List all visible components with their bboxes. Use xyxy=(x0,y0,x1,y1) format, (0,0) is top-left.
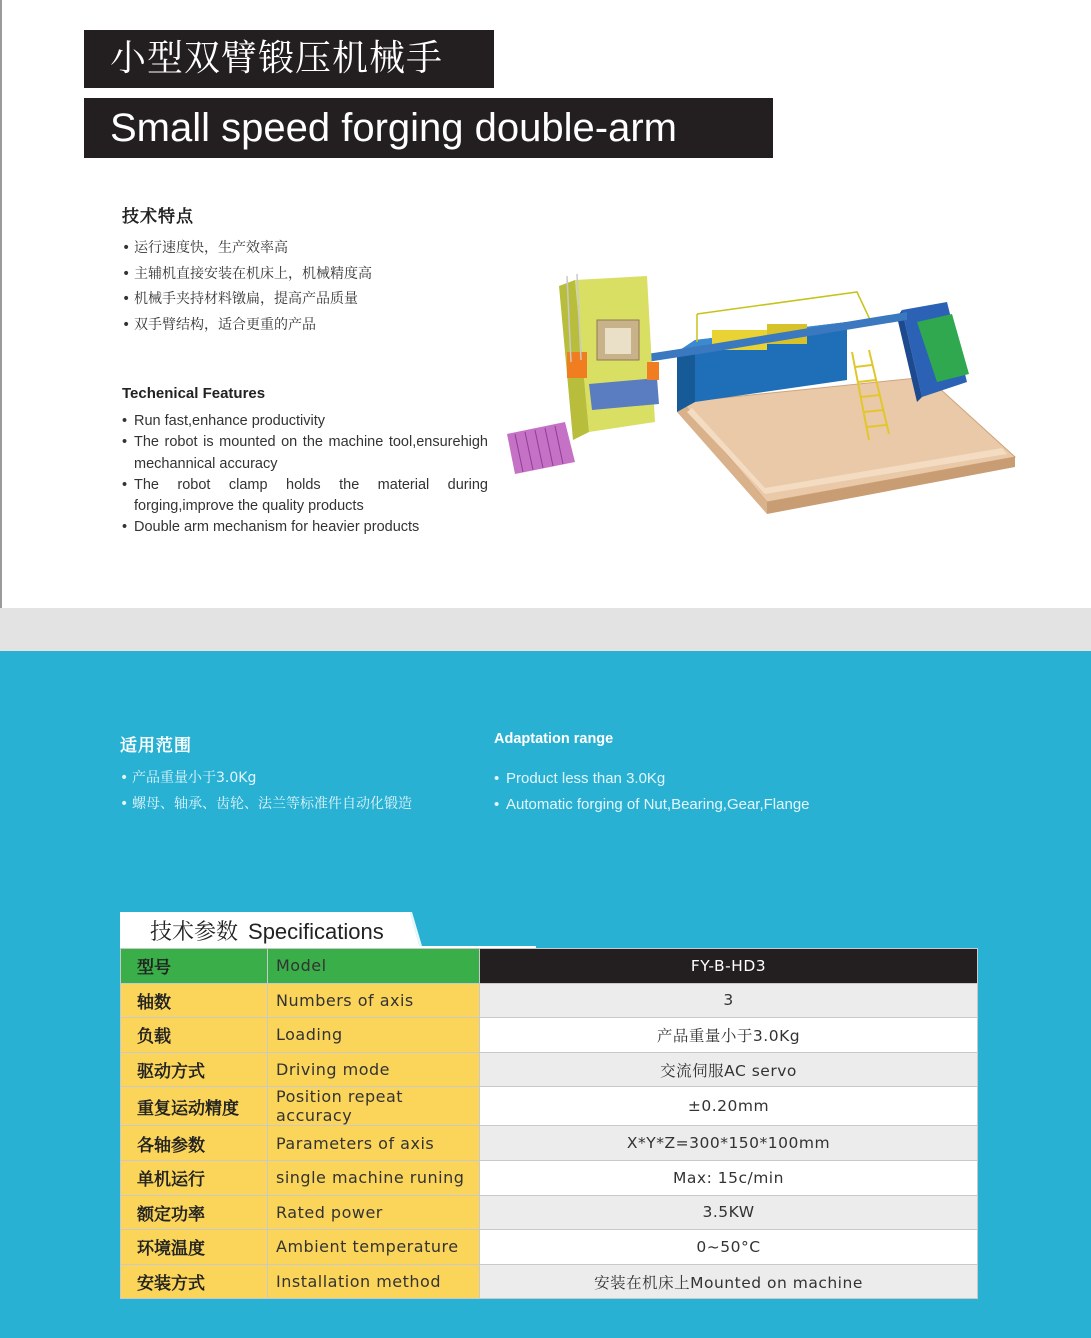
param-name-cn: 轴数 xyxy=(121,983,268,1018)
list-item: • 产品重量小于3.0Kg xyxy=(120,765,412,791)
list-item: • The robot clamp holds the material during forging,improve the quality products xyxy=(122,475,488,518)
param-value: 安装在机床上Mounted on machine xyxy=(480,1264,978,1299)
list-item: • 主辅机直接安装在机床上，机械精度高 xyxy=(122,262,372,288)
param-value: ±0.20mm xyxy=(480,1087,978,1126)
param-value: 交流伺服AC servo xyxy=(480,1052,978,1087)
title-chinese: 小型双臂锻压机械手 xyxy=(84,30,494,88)
param-name-cn: 驱动方式 xyxy=(121,1052,268,1087)
table-row xyxy=(121,1264,978,1299)
list-item: • Run fast,enhance productivity xyxy=(122,411,488,432)
param-value: 0~50°C xyxy=(480,1230,978,1265)
param-value: Max: 15c/min xyxy=(480,1160,978,1195)
table-row xyxy=(121,1087,978,1126)
specs-title xyxy=(150,915,384,946)
table-row xyxy=(121,1018,978,1053)
list-item: • 机械手夹持材料镦扁，提高产品质量 xyxy=(122,287,372,313)
list-item: • Double arm mechanism for heavier products xyxy=(122,517,488,538)
table-row xyxy=(121,949,978,984)
list-item: • 双手臂结构，适合更重的产品 xyxy=(122,313,372,339)
features-heading-en: Techenical Features xyxy=(122,385,266,402)
param-name-en: Driving mode xyxy=(268,1052,480,1087)
list-item: • The robot is mounted on the machine tool,ensurehigh mechannical accuracy xyxy=(122,432,488,475)
separator-band xyxy=(0,608,1091,651)
list-item: • 运行速度快，生产效率高 xyxy=(122,236,372,262)
param-name-en: Ambient temperature xyxy=(268,1230,480,1265)
specs-table xyxy=(120,948,978,1299)
top-section xyxy=(0,0,1091,608)
robot-machine-illustration xyxy=(497,262,1022,552)
param-name-cn: 单机运行 xyxy=(121,1160,268,1195)
range-heading-cn: 适用范围 xyxy=(120,736,192,756)
specs-title-en: Specifications xyxy=(248,919,384,944)
table-row xyxy=(121,1052,978,1087)
param-name-cn: 环境温度 xyxy=(121,1230,268,1265)
range-heading-en: Adaptation range xyxy=(494,731,614,747)
param-value: X*Y*Z=300*150*100mm xyxy=(480,1126,978,1161)
title-english: Small speed forging double-arm robot xyxy=(84,98,773,158)
param-name-en: Model xyxy=(268,949,480,984)
param-name-en: Installation method xyxy=(268,1264,480,1299)
param-name-cn: 额定功率 xyxy=(121,1195,268,1230)
list-item: • Product less than 3.0Kg xyxy=(494,766,810,792)
range-list-cn xyxy=(120,765,412,817)
table-row xyxy=(121,1195,978,1230)
features-heading-cn: 技术特点 xyxy=(122,207,194,227)
table-row xyxy=(121,1160,978,1195)
list-item: • 螺母、轴承、齿轮、法兰等标准件自动化锻造 xyxy=(120,791,412,817)
param-value: FY-B-HD3 xyxy=(480,949,978,984)
range-list-en xyxy=(494,766,810,818)
param-value: 产品重量小于3.0Kg xyxy=(480,1018,978,1053)
list-item: • Automatic forging of Nut,Bearing,Gear,Flange xyxy=(494,792,810,818)
param-value: 3 xyxy=(480,983,978,1018)
param-name-en: Position repeat accuracy xyxy=(268,1087,480,1126)
param-name-en: Rated power xyxy=(268,1195,480,1230)
param-name-cn: 各轴参数 xyxy=(121,1126,268,1161)
param-value: 3.5KW xyxy=(480,1195,978,1230)
table-row xyxy=(121,983,978,1018)
param-name-cn: 型号 xyxy=(121,949,268,984)
specs-title-cn: 技术参数 xyxy=(150,920,239,945)
table-row xyxy=(121,1126,978,1161)
table-row xyxy=(121,1230,978,1265)
param-name-cn: 安装方式 xyxy=(121,1264,268,1299)
param-name-en: single machine runing xyxy=(268,1160,480,1195)
param-name-cn: 重复运动精度 xyxy=(121,1087,268,1126)
param-name-en: Loading xyxy=(268,1018,480,1053)
param-name-en: Numbers of axis xyxy=(268,983,480,1018)
param-name-en: Parameters of axis xyxy=(268,1126,480,1161)
features-list-en xyxy=(122,411,488,539)
param-name-cn: 负载 xyxy=(121,1018,268,1053)
features-list-cn xyxy=(122,236,372,338)
